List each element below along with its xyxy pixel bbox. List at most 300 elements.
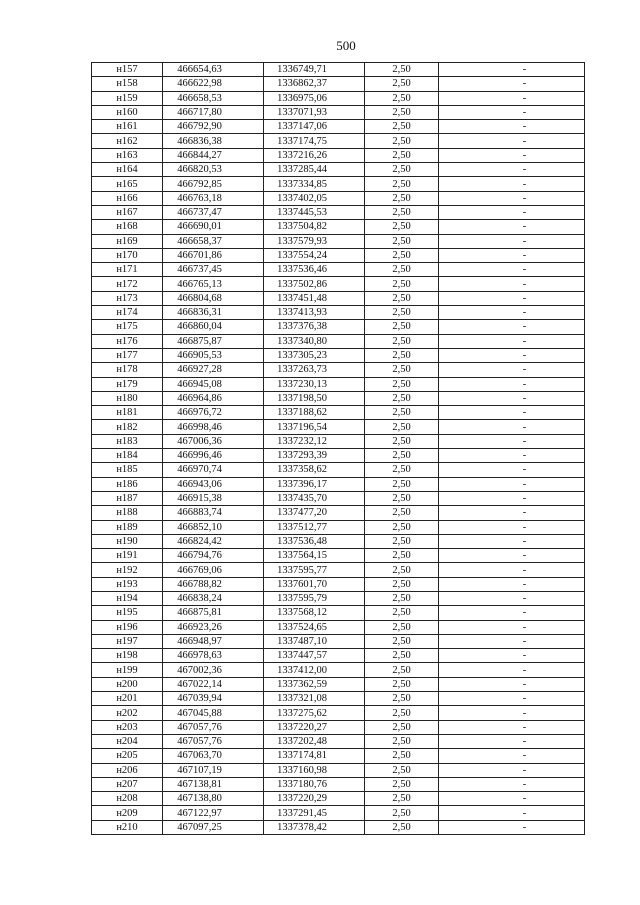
table-row	[92, 163, 585, 177]
table-row	[92, 148, 585, 162]
description-cell: -	[439, 477, 585, 491]
table-row	[92, 792, 585, 806]
table-row	[92, 449, 585, 463]
y-coordinate-cell: 1337536,48	[264, 534, 365, 548]
y-coordinate-cell: 1337564,15	[264, 549, 365, 563]
point-id-cell: н178	[92, 363, 163, 377]
table-row	[92, 134, 585, 148]
point-id-cell: н199	[92, 663, 163, 677]
description-cell: -	[439, 363, 585, 377]
point-id-cell: н198	[92, 649, 163, 663]
table-row	[92, 291, 585, 305]
accuracy-cell: 2,50	[365, 706, 439, 720]
x-coordinate-cell: 466998,46	[163, 420, 264, 434]
x-coordinate-cell: 467122,97	[163, 806, 264, 820]
x-coordinate-cell: 467039,94	[163, 692, 264, 706]
x-coordinate-cell: 466622,98	[163, 77, 264, 91]
point-id-cell: н177	[92, 348, 163, 362]
y-coordinate-cell: 1337595,79	[264, 591, 365, 605]
x-coordinate-cell: 466852,10	[163, 520, 264, 534]
y-coordinate-cell: 1337402,05	[264, 191, 365, 205]
y-coordinate-cell: 1337504,82	[264, 220, 365, 234]
description-cell: -	[439, 120, 585, 134]
point-id-cell: н163	[92, 148, 163, 162]
point-id-cell: н206	[92, 763, 163, 777]
y-coordinate-cell: 1337188,62	[264, 406, 365, 420]
accuracy-cell: 2,50	[365, 391, 439, 405]
point-id-cell: н171	[92, 263, 163, 277]
x-coordinate-cell: 466788,82	[163, 577, 264, 591]
point-id-cell: н204	[92, 734, 163, 748]
x-coordinate-cell: 466792,90	[163, 120, 264, 134]
accuracy-cell: 2,50	[365, 148, 439, 162]
y-coordinate-cell: 1337220,27	[264, 720, 365, 734]
accuracy-cell: 2,50	[365, 563, 439, 577]
y-coordinate-cell: 1337502,86	[264, 277, 365, 291]
table-row	[92, 363, 585, 377]
description-cell: -	[439, 306, 585, 320]
accuracy-cell: 2,50	[365, 248, 439, 262]
x-coordinate-cell: 466923,26	[163, 620, 264, 634]
point-id-cell: н203	[92, 720, 163, 734]
point-id-cell: н200	[92, 677, 163, 691]
y-coordinate-cell: 1337174,75	[264, 134, 365, 148]
point-id-cell: н162	[92, 134, 163, 148]
point-id-cell: н159	[92, 91, 163, 105]
x-coordinate-cell: 466824,42	[163, 534, 264, 548]
description-cell: -	[439, 406, 585, 420]
x-coordinate-cell: 466976,72	[163, 406, 264, 420]
point-id-cell: н197	[92, 634, 163, 648]
y-coordinate-cell: 1337275,62	[264, 706, 365, 720]
x-coordinate-cell: 466945,08	[163, 377, 264, 391]
table-row	[92, 777, 585, 791]
accuracy-cell: 2,50	[365, 591, 439, 605]
accuracy-cell: 2,50	[365, 577, 439, 591]
accuracy-cell: 2,50	[365, 549, 439, 563]
accuracy-cell: 2,50	[365, 763, 439, 777]
accuracy-cell: 2,50	[365, 491, 439, 505]
x-coordinate-cell: 467002,36	[163, 663, 264, 677]
x-coordinate-cell: 466654,63	[163, 63, 264, 77]
x-coordinate-cell: 466690,01	[163, 220, 264, 234]
point-id-cell: н194	[92, 591, 163, 605]
description-cell: -	[439, 649, 585, 663]
y-coordinate-cell: 1337305,23	[264, 348, 365, 362]
description-cell: -	[439, 563, 585, 577]
point-id-cell: н201	[92, 692, 163, 706]
y-coordinate-cell: 1337396,17	[264, 477, 365, 491]
description-cell: -	[439, 777, 585, 791]
description-cell: -	[439, 706, 585, 720]
description-cell: -	[439, 506, 585, 520]
y-coordinate-cell: 1337413,93	[264, 306, 365, 320]
y-coordinate-cell: 1337378,42	[264, 820, 365, 834]
y-coordinate-cell: 1337595,77	[264, 563, 365, 577]
description-cell: -	[439, 591, 585, 605]
x-coordinate-cell: 466820,53	[163, 163, 264, 177]
table-row	[92, 434, 585, 448]
point-id-cell: н202	[92, 706, 163, 720]
accuracy-cell: 2,50	[365, 734, 439, 748]
table-row	[92, 277, 585, 291]
x-coordinate-cell: 466717,80	[163, 105, 264, 119]
description-cell: -	[439, 420, 585, 434]
x-coordinate-cell: 466978,63	[163, 649, 264, 663]
description-cell: -	[439, 434, 585, 448]
y-coordinate-cell: 1337358,62	[264, 463, 365, 477]
x-coordinate-cell: 466927,28	[163, 363, 264, 377]
y-coordinate-cell: 1337293,39	[264, 449, 365, 463]
table-row	[92, 491, 585, 505]
y-coordinate-cell: 1336862,37	[264, 77, 365, 91]
table-row	[92, 348, 585, 362]
x-coordinate-cell: 466701,86	[163, 248, 264, 262]
y-coordinate-cell: 1337579,93	[264, 234, 365, 248]
table-row	[92, 105, 585, 119]
point-id-cell: н187	[92, 491, 163, 505]
page-number: 500	[336, 38, 356, 53]
accuracy-cell: 2,50	[365, 220, 439, 234]
table-row	[92, 420, 585, 434]
description-cell: -	[439, 77, 585, 91]
description-cell: -	[439, 277, 585, 291]
table-row	[92, 205, 585, 219]
point-id-cell: н188	[92, 506, 163, 520]
table-row	[92, 534, 585, 548]
y-coordinate-cell: 1337536,46	[264, 263, 365, 277]
x-coordinate-cell: 466836,38	[163, 134, 264, 148]
accuracy-cell: 2,50	[365, 306, 439, 320]
y-coordinate-cell: 1336749,71	[264, 63, 365, 77]
point-id-cell: н184	[92, 449, 163, 463]
point-id-cell: н168	[92, 220, 163, 234]
y-coordinate-cell: 1337216,26	[264, 148, 365, 162]
x-coordinate-cell: 466915,38	[163, 491, 264, 505]
x-coordinate-cell: 467022,14	[163, 677, 264, 691]
accuracy-cell: 2,50	[365, 348, 439, 362]
table-row	[92, 234, 585, 248]
accuracy-cell: 2,50	[365, 63, 439, 77]
x-coordinate-cell: 466860,04	[163, 320, 264, 334]
table-row	[92, 734, 585, 748]
accuracy-cell: 2,50	[365, 792, 439, 806]
coordinates-table	[91, 62, 585, 835]
accuracy-cell: 2,50	[365, 477, 439, 491]
y-coordinate-cell: 1337334,85	[264, 177, 365, 191]
description-cell: -	[439, 177, 585, 191]
table-row	[92, 620, 585, 634]
table-row	[92, 306, 585, 320]
point-id-cell: н207	[92, 777, 163, 791]
accuracy-cell: 2,50	[365, 105, 439, 119]
x-coordinate-cell: 466658,37	[163, 234, 264, 248]
point-id-cell: н176	[92, 334, 163, 348]
x-coordinate-cell: 466996,46	[163, 449, 264, 463]
table-row	[92, 577, 585, 591]
point-id-cell: н173	[92, 291, 163, 305]
accuracy-cell: 2,50	[365, 420, 439, 434]
table-row	[92, 334, 585, 348]
accuracy-cell: 2,50	[365, 506, 439, 520]
point-id-cell: н193	[92, 577, 163, 591]
description-cell: -	[439, 220, 585, 234]
point-id-cell: н185	[92, 463, 163, 477]
x-coordinate-cell: 467138,81	[163, 777, 264, 791]
accuracy-cell: 2,50	[365, 205, 439, 219]
table-row	[92, 677, 585, 691]
table-row	[92, 649, 585, 663]
table-row	[92, 634, 585, 648]
description-cell: -	[439, 663, 585, 677]
y-coordinate-cell: 1337477,20	[264, 506, 365, 520]
point-id-cell: н164	[92, 163, 163, 177]
description-cell: -	[439, 720, 585, 734]
description-cell: -	[439, 692, 585, 706]
x-coordinate-cell: 466792,85	[163, 177, 264, 191]
point-id-cell: н175	[92, 320, 163, 334]
point-id-cell: н181	[92, 406, 163, 420]
accuracy-cell: 2,50	[365, 91, 439, 105]
x-coordinate-cell: 466763,18	[163, 191, 264, 205]
table-row	[92, 477, 585, 491]
point-id-cell: н196	[92, 620, 163, 634]
y-coordinate-cell: 1337232,12	[264, 434, 365, 448]
accuracy-cell: 2,50	[365, 663, 439, 677]
y-coordinate-cell: 1337601,70	[264, 577, 365, 591]
y-coordinate-cell: 1337568,12	[264, 606, 365, 620]
accuracy-cell: 2,50	[365, 606, 439, 620]
point-id-cell: н160	[92, 105, 163, 119]
x-coordinate-cell: 466948,97	[163, 634, 264, 648]
table-row	[92, 463, 585, 477]
point-id-cell: н189	[92, 520, 163, 534]
description-cell: -	[439, 677, 585, 691]
y-coordinate-cell: 1337445,53	[264, 205, 365, 219]
accuracy-cell: 2,50	[365, 692, 439, 706]
x-coordinate-cell: 466658,53	[163, 91, 264, 105]
description-cell: -	[439, 191, 585, 205]
point-id-cell: н166	[92, 191, 163, 205]
y-coordinate-cell: 1336975,06	[264, 91, 365, 105]
point-id-cell: н179	[92, 377, 163, 391]
table-row	[92, 806, 585, 820]
accuracy-cell: 2,50	[365, 449, 439, 463]
table-row	[92, 91, 585, 105]
y-coordinate-cell: 1337487,10	[264, 634, 365, 648]
table-row	[92, 220, 585, 234]
y-coordinate-cell: 1337174,81	[264, 749, 365, 763]
description-cell: -	[439, 377, 585, 391]
x-coordinate-cell: 466838,24	[163, 591, 264, 605]
y-coordinate-cell: 1337160,98	[264, 763, 365, 777]
table-row	[92, 248, 585, 262]
accuracy-cell: 2,50	[365, 820, 439, 834]
description-cell: -	[439, 63, 585, 77]
description-cell: -	[439, 491, 585, 505]
point-id-cell: н210	[92, 820, 163, 834]
y-coordinate-cell: 1337340,80	[264, 334, 365, 348]
table-row	[92, 191, 585, 205]
point-id-cell: н174	[92, 306, 163, 320]
x-coordinate-cell: 467045,88	[163, 706, 264, 720]
x-coordinate-cell: 466970,74	[163, 463, 264, 477]
description-cell: -	[439, 91, 585, 105]
description-cell: -	[439, 105, 585, 119]
description-cell: -	[439, 577, 585, 591]
point-id-cell: н182	[92, 420, 163, 434]
description-cell: -	[439, 534, 585, 548]
description-cell: -	[439, 163, 585, 177]
x-coordinate-cell: 466769,06	[163, 563, 264, 577]
point-id-cell: н158	[92, 77, 163, 91]
description-cell: -	[439, 806, 585, 820]
accuracy-cell: 2,50	[365, 463, 439, 477]
y-coordinate-cell: 1337180,76	[264, 777, 365, 791]
description-cell: -	[439, 348, 585, 362]
accuracy-cell: 2,50	[365, 634, 439, 648]
table-row	[92, 706, 585, 720]
y-coordinate-cell: 1337198,50	[264, 391, 365, 405]
table-row	[92, 563, 585, 577]
point-id-cell: н190	[92, 534, 163, 548]
y-coordinate-cell: 1337451,48	[264, 291, 365, 305]
description-cell: -	[439, 549, 585, 563]
x-coordinate-cell: 466737,45	[163, 263, 264, 277]
table-row	[92, 63, 585, 77]
accuracy-cell: 2,50	[365, 263, 439, 277]
description-cell: -	[439, 391, 585, 405]
accuracy-cell: 2,50	[365, 749, 439, 763]
x-coordinate-cell: 466905,53	[163, 348, 264, 362]
description-cell: -	[439, 205, 585, 219]
table-row	[92, 506, 585, 520]
point-id-cell: н191	[92, 549, 163, 563]
accuracy-cell: 2,50	[365, 320, 439, 334]
x-coordinate-cell: 467057,76	[163, 734, 264, 748]
table-row	[92, 549, 585, 563]
table-row	[92, 177, 585, 191]
accuracy-cell: 2,50	[365, 134, 439, 148]
x-coordinate-cell: 466765,13	[163, 277, 264, 291]
accuracy-cell: 2,50	[365, 620, 439, 634]
point-id-cell: н169	[92, 234, 163, 248]
description-cell: -	[439, 234, 585, 248]
x-coordinate-cell: 466737,47	[163, 205, 264, 219]
x-coordinate-cell: 467138,80	[163, 792, 264, 806]
x-coordinate-cell: 467006,36	[163, 434, 264, 448]
y-coordinate-cell: 1337447,57	[264, 649, 365, 663]
accuracy-cell: 2,50	[365, 334, 439, 348]
y-coordinate-cell: 1337285,44	[264, 163, 365, 177]
description-cell: -	[439, 749, 585, 763]
table-row	[92, 520, 585, 534]
x-coordinate-cell: 466875,81	[163, 606, 264, 620]
accuracy-cell: 2,50	[365, 363, 439, 377]
x-coordinate-cell: 466883,74	[163, 506, 264, 520]
x-coordinate-cell: 466875,87	[163, 334, 264, 348]
accuracy-cell: 2,50	[365, 677, 439, 691]
table-row	[92, 663, 585, 677]
accuracy-cell: 2,50	[365, 277, 439, 291]
table-row	[92, 77, 585, 91]
point-id-cell: н183	[92, 434, 163, 448]
x-coordinate-cell: 466844,27	[163, 148, 264, 162]
table-row	[92, 749, 585, 763]
description-cell: -	[439, 734, 585, 748]
description-cell: -	[439, 634, 585, 648]
x-coordinate-cell: 467057,76	[163, 720, 264, 734]
point-id-cell: н209	[92, 806, 163, 820]
y-coordinate-cell: 1337512,77	[264, 520, 365, 534]
description-cell: -	[439, 291, 585, 305]
point-id-cell: н167	[92, 205, 163, 219]
x-coordinate-cell: 466836,31	[163, 306, 264, 320]
table-row	[92, 606, 585, 620]
x-coordinate-cell: 466964,86	[163, 391, 264, 405]
description-cell: -	[439, 134, 585, 148]
point-id-cell: н205	[92, 749, 163, 763]
description-cell: -	[439, 620, 585, 634]
table-row	[92, 391, 585, 405]
point-id-cell: н172	[92, 277, 163, 291]
x-coordinate-cell: 467063,70	[163, 749, 264, 763]
x-coordinate-cell: 466794,76	[163, 549, 264, 563]
description-cell: -	[439, 520, 585, 534]
y-coordinate-cell: 1337321,08	[264, 692, 365, 706]
accuracy-cell: 2,50	[365, 163, 439, 177]
y-coordinate-cell: 1337362,59	[264, 677, 365, 691]
accuracy-cell: 2,50	[365, 120, 439, 134]
description-cell: -	[439, 148, 585, 162]
table-row	[92, 720, 585, 734]
description-cell: -	[439, 606, 585, 620]
point-id-cell: н161	[92, 120, 163, 134]
description-cell: -	[439, 248, 585, 262]
y-coordinate-cell: 1337376,38	[264, 320, 365, 334]
accuracy-cell: 2,50	[365, 520, 439, 534]
accuracy-cell: 2,50	[365, 534, 439, 548]
y-coordinate-cell: 1337524,65	[264, 620, 365, 634]
y-coordinate-cell: 1337220,29	[264, 792, 365, 806]
accuracy-cell: 2,50	[365, 406, 439, 420]
accuracy-cell: 2,50	[365, 191, 439, 205]
table-row	[92, 763, 585, 777]
y-coordinate-cell: 1337435,70	[264, 491, 365, 505]
table-row	[92, 120, 585, 134]
accuracy-cell: 2,50	[365, 234, 439, 248]
y-coordinate-cell: 1337147,06	[264, 120, 365, 134]
point-id-cell: н170	[92, 248, 163, 262]
description-cell: -	[439, 792, 585, 806]
y-coordinate-cell: 1337263,73	[264, 363, 365, 377]
table-row	[92, 591, 585, 605]
y-coordinate-cell: 1337554,24	[264, 248, 365, 262]
accuracy-cell: 2,50	[365, 649, 439, 663]
description-cell: -	[439, 263, 585, 277]
y-coordinate-cell: 1337230,13	[264, 377, 365, 391]
x-coordinate-cell: 467107,19	[163, 763, 264, 777]
y-coordinate-cell: 1337071,93	[264, 105, 365, 119]
accuracy-cell: 2,50	[365, 377, 439, 391]
description-cell: -	[439, 463, 585, 477]
accuracy-cell: 2,50	[365, 291, 439, 305]
table-row	[92, 820, 585, 834]
point-id-cell: н195	[92, 606, 163, 620]
y-coordinate-cell: 1337196,54	[264, 420, 365, 434]
point-id-cell: н192	[92, 563, 163, 577]
accuracy-cell: 2,50	[365, 177, 439, 191]
